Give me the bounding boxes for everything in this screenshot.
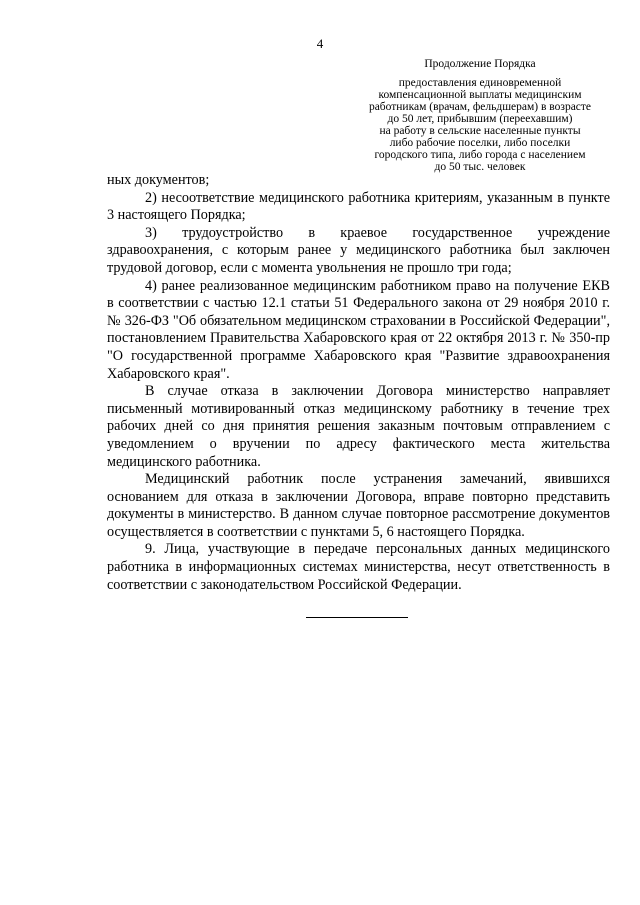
header-line: до 50 тыс. человек bbox=[434, 161, 526, 173]
page-number: 4 bbox=[316, 36, 324, 51]
paragraph-item-4: 4) ранее реализованное медицинским работником право на получение ЕКВ в соответствии с частью 12.1 статьи 51 Федерального закона от 29 ноября 2010 г. № 326-ФЗ "Об обязательном медицинском страховании в Российской Федерации", постановлением Правительства Хабаровского края от 22 октября 2013 г. № 350-пр "О государственной программе Хабаровского края "Развитие здравоохранения Хабаровского края". bbox=[107, 277, 610, 382]
header-line: городского типа, либо города с населением bbox=[374, 149, 586, 161]
paragraph-refusal: В случае отказа в заключении Договора министерство направляет письменный мотивированный отказ медицинскому работнику в течение трех рабочих дней со дня принятия решения заказным почтовым отправлением с уведомлением о вручении по адресу фактического места жительства медицинского работника. bbox=[107, 383, 610, 470]
document-header bbox=[340, 58, 620, 173]
paragraph-item-3: 3) трудоустройство в краевое государственное учреждение здравоохранения, с которым ранее у медицинского работника был заключен трудовой договор, если с момента увольнения не прошло три года; bbox=[107, 224, 610, 276]
paragraph-resubmission: Медицинский работник после устранения замечаний, явившихся основанием для отказа в заключении Договора, вправе повторно представить документы в министерство. В данном случае повторное рассмотрение документов осуществляется в соответствии с пунктами 5, 6 настоящего Порядка. bbox=[107, 471, 610, 540]
end-separator-line bbox=[306, 617, 408, 618]
document-body bbox=[107, 172, 610, 594]
header-line: предоставления единовременной bbox=[398, 77, 562, 89]
paragraph-section-9: 9. Лица, участвующие в передаче персональных данных медицинского работника в информационных системах министерства, несут ответственность в соответствии с законодательством Российской Федерации. bbox=[107, 541, 610, 593]
header-title: Продолжение Порядка bbox=[424, 58, 536, 70]
header-line: компенсационной выплаты медицинским bbox=[378, 89, 582, 101]
header-line: работникам (врачам, фельдшерам) в возрасте bbox=[368, 101, 592, 113]
paragraph-item-2: 2) несоответствие медицинского работника критериям, указанным в пункте 3 настоящего Порядка; bbox=[107, 189, 610, 224]
header-spacer bbox=[340, 70, 620, 77]
paragraph-continuation: ных документов; bbox=[107, 172, 210, 188]
header-line: на работу в сельские населенные пункты bbox=[379, 125, 581, 137]
header-line: до 50 лет, прибывшим (переехавшим) bbox=[387, 113, 573, 125]
header-line: либо рабочие поселки, либо поселки bbox=[389, 137, 571, 149]
